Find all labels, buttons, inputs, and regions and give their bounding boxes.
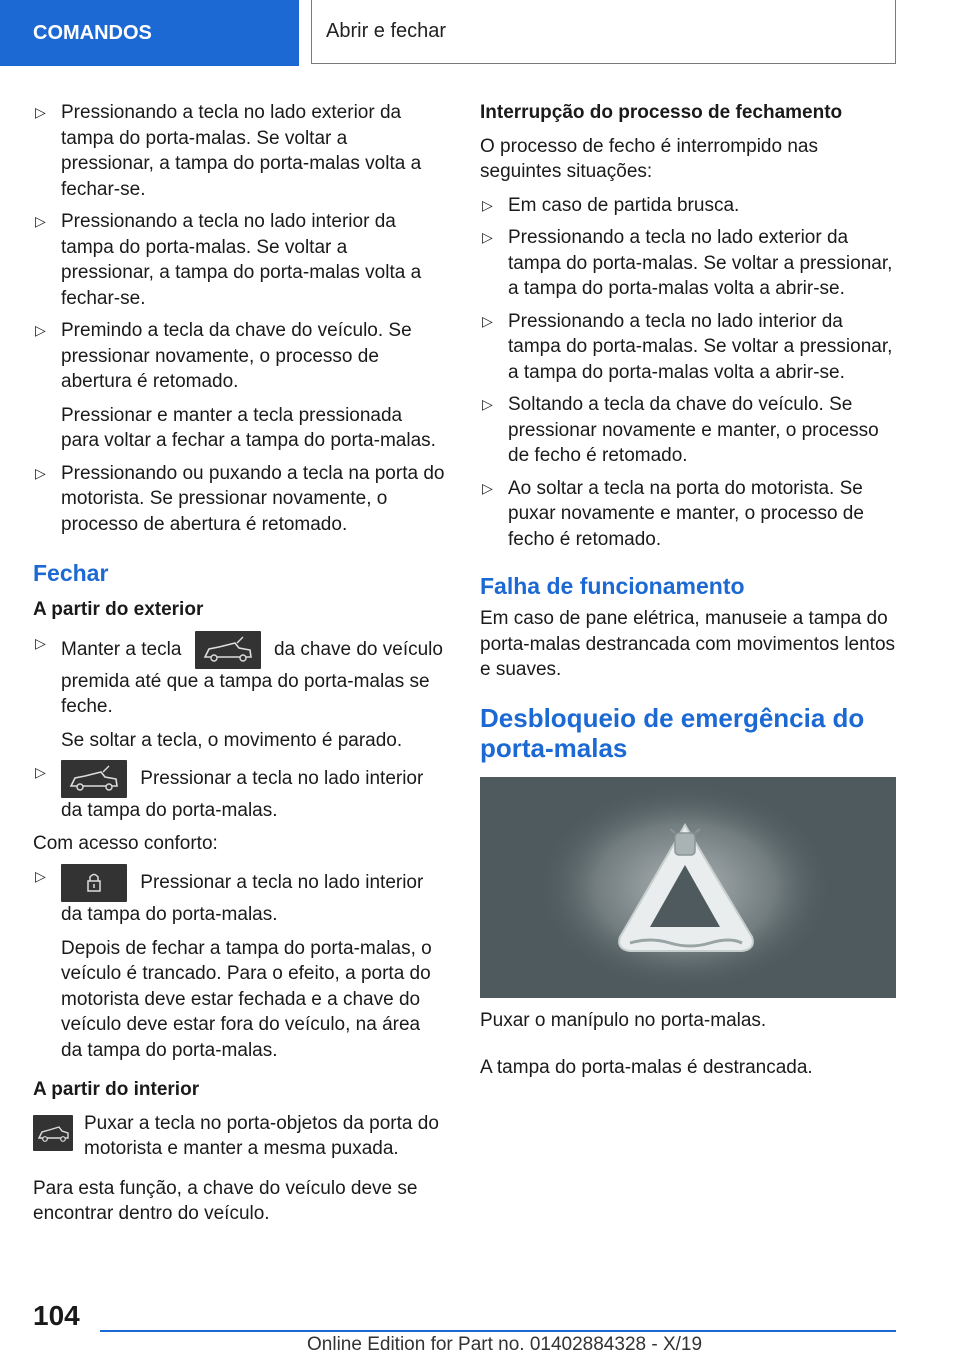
list-item (480, 476, 896, 553)
item-text: Premindo a tecla da chave do veículo. Se pressionar novamente, o processo de abertura é retomado. (61, 320, 412, 392)
list-item (33, 318, 445, 454)
item-note: Depois de fechar a tampa do porta-malas, o veículo é trancado. Para o efeito, a porta do motorista deve estar fechada e a chave do veículo deve estar fora do veículo, na área da tampa do porta-malas. (61, 937, 432, 1061)
section-tab: COMANDOS (0, 0, 299, 66)
subheading-exterior: A partir do exterior (33, 599, 204, 620)
subheading-interruption: Interrupção do processo de fechamento (480, 102, 843, 123)
trunk-key-icon (195, 631, 261, 669)
section-heading-fechar: Fechar (33, 560, 109, 586)
emergency-release-handle-photo (480, 777, 896, 998)
trunk-door-switch-icon (33, 1115, 73, 1151)
chapter-title: Abrir e fechar (311, 0, 896, 64)
item-note: Pressionar e manter a tecla pressionada para voltar a fechar a tampa do porta-malas. (61, 404, 436, 451)
list-item (33, 864, 445, 1063)
photo-caption-2: A tampa do porta-malas é destrancada. (480, 1057, 813, 1078)
interior-text: Puxar a tecla no porta-objetos da porta do motorista e manter a mesma puxada. (84, 1112, 439, 1159)
list-item (480, 309, 896, 386)
triangle-bullet-icon: ▷ (35, 764, 46, 780)
triangle-bullet-icon: ▷ (35, 104, 46, 120)
list-item (480, 392, 896, 469)
item-text: Pressionar a tecla no lado interior da tampa do porta-malas. (61, 760, 445, 824)
interior-instruction (33, 1111, 445, 1162)
photo-caption-1: Puxar o manípulo no porta-malas. (480, 1009, 767, 1031)
section-heading-fault: Falha de funcionamento (480, 573, 745, 599)
triangle-bullet-icon: ▷ (482, 312, 493, 329)
list-item (480, 193, 896, 219)
triangle-bullet-icon: ▷ (35, 868, 46, 884)
triangle-bullet-icon: ▷ (482, 229, 493, 245)
interruption-intro: O processo de fecho é interrompido nas seguintes situações: (480, 135, 818, 182)
item-text: Soltando a tecla da chave do veículo. Se pressionar novamente e manter, o processo de fecho é retomado. (508, 394, 879, 466)
list-item (33, 760, 445, 824)
triangle-bullet-icon: ▷ (35, 322, 46, 338)
lock-button-icon (61, 864, 127, 902)
triangle-bullet-icon: ▷ (482, 479, 493, 496)
item-text: Pressionar a tecla no lado interior da tampa do porta-malas. (61, 864, 445, 928)
right-column (480, 100, 896, 1089)
item-text: Ao soltar a tecla na porta do motorista. Se puxar novamente e manter, o processo de fecho é retomado. (508, 477, 864, 550)
triangle-bullet-icon: ▷ (482, 196, 493, 213)
final-note: Para esta função, a chave do veículo deve se encontrar dentro do veículo. (33, 1177, 418, 1224)
list-item (33, 631, 445, 754)
item-text: Pressionando a tecla no lado interior da tampa do porta-malas. Se voltar a pressionar, a tampa do porta-malas volta a abrir-se. (508, 310, 893, 383)
subheading-interior: A partir do interior (33, 1079, 200, 1100)
comfort-access-label: Com acesso conforto: (33, 832, 218, 854)
item-text: Manter a tecla da chave do veículo premida até que a tampa do porta-malas se feche. (61, 631, 445, 720)
list-item (33, 461, 445, 538)
triangle-bullet-icon: ▷ (35, 634, 46, 651)
item-text: Pressionando a tecla no lado interior da tampa do porta-malas. Se voltar a pressionar, a tampa do porta-malas volta a fechar-se. (61, 211, 422, 309)
edition-label: Online Edition for Part no. 01402884328 - X/19 (307, 1334, 703, 1355)
left-column (33, 100, 445, 1235)
triangle-bullet-icon: ▷ (35, 464, 46, 481)
item-text: Pressionando ou puxando a tecla na porta do motorista. Se pressionar novamente, o processo de abertura é retomado. (61, 462, 445, 535)
item-text: Pressionando a tecla no lado exterior da tampa do porta-malas. Se voltar a pressionar, a tampa do porta-malas volta a fechar-se. (61, 102, 422, 200)
page-header (0, 0, 960, 66)
fault-text: Em caso de pane elétrica, manuseie a tampa do porta-malas destrancada com movimentos lentos e suaves. (480, 608, 896, 680)
item-note: Se soltar a tecla, o movimento é parado. (61, 729, 403, 751)
list-item (33, 209, 445, 311)
item-text: Pressionando a tecla no lado exterior da tampa do porta-malas. Se voltar a pressionar, a tampa do porta-malas volta a abrir-se. (508, 227, 893, 299)
triangle-bullet-icon: ▷ (482, 396, 493, 412)
list-item (480, 225, 896, 302)
section-heading-emergency: Desbloqueio de emergência do porta-malas (480, 702, 865, 763)
triangle-bullet-icon: ▷ (35, 213, 46, 229)
page-number: 104 (33, 1300, 80, 1331)
item-text: Em caso de partida brusca. (508, 194, 740, 216)
footer-divider (100, 1330, 896, 1332)
trunk-close-button-icon (61, 760, 127, 798)
list-item (33, 100, 445, 202)
